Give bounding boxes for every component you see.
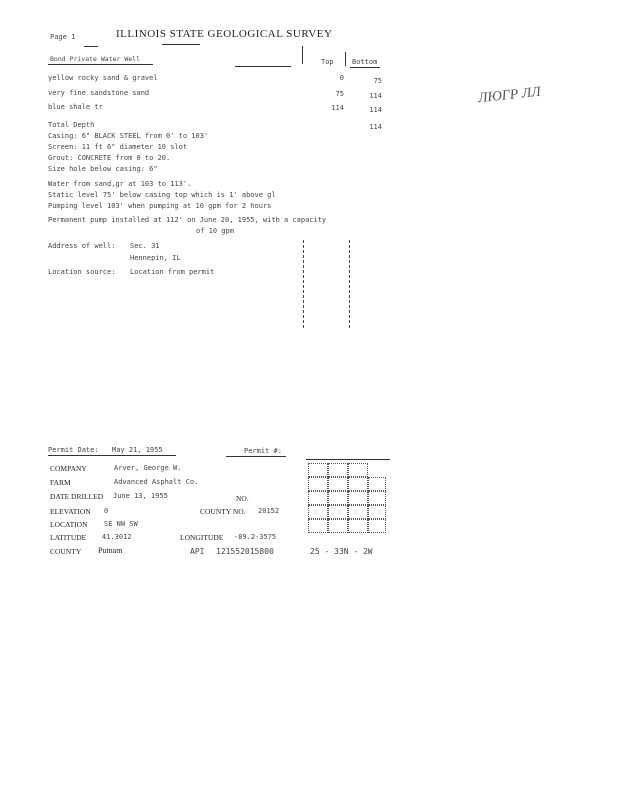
api-label: API — [190, 547, 205, 556]
grid-cell — [368, 491, 386, 505]
total-depth-label: Total Depth — [48, 121, 95, 129]
col-divider-top — [302, 46, 303, 64]
note-line: Permanent pump installed at 112' on June 20, 1955, with a capacity — [48, 216, 327, 224]
subtitle-underline — [48, 64, 153, 65]
date-drilled-label: DATE DRILLED — [50, 492, 104, 501]
api-value: 121552015800 — [216, 547, 274, 556]
note-line: Water from sand,gr at 103 to 113'. — [48, 180, 192, 188]
company-label: COMPANY — [50, 464, 87, 473]
address-label: Address of well: — [48, 242, 116, 250]
permit-date-underline — [48, 455, 176, 456]
col-header-top: Top — [321, 58, 334, 66]
page-label: Page 1 — [50, 33, 76, 41]
note-line: Casing: 6" BLACK STEEL from 0' to 103' — [48, 132, 209, 140]
subtitle-rule-right — [235, 66, 291, 67]
strata-bottom: 114 — [369, 106, 382, 114]
county-no-value: 20152 — [258, 507, 280, 515]
column-dash-right — [349, 240, 350, 328]
note-line: Screen: 11 ft 6" diameter 10 slot — [48, 143, 188, 151]
header-rule-2 — [162, 44, 200, 45]
col-header-underline — [350, 67, 380, 68]
county-label: COUNTY — [50, 547, 82, 556]
strata-top: 75 — [335, 90, 344, 98]
county-no-label: COUNTY NO. — [200, 507, 246, 516]
farm-value: Advanced Asphalt Co. — [114, 478, 199, 486]
permit-date-value: May 21, 1955 — [112, 446, 163, 454]
grid-cell — [348, 477, 368, 491]
grid-cell — [348, 505, 368, 519]
permit-date-label: Permit Date: — [48, 446, 99, 454]
grid-cell — [368, 519, 386, 533]
note-line: Pumping level 103' when pumping at 10 gpm for 2 hours — [48, 202, 272, 210]
header-rule-1 — [84, 46, 98, 47]
grid-cell — [328, 477, 348, 491]
strata-bottom: 75 — [373, 77, 382, 85]
strata-top: 114 — [331, 104, 344, 112]
total-depth-value: 114 — [369, 123, 382, 131]
grid-cell — [348, 519, 368, 533]
latitude-value: 41.3012 — [102, 533, 132, 541]
grid-cell — [308, 477, 328, 491]
record-top-rule — [306, 459, 390, 460]
strata-desc: blue shale tr — [48, 103, 103, 111]
grid-cell — [328, 491, 348, 505]
grid-cell — [328, 519, 348, 533]
column-dash-left — [303, 240, 304, 328]
location-source-label: Location source: — [48, 268, 116, 276]
grid-cell — [348, 463, 368, 477]
grid-cell — [328, 463, 348, 477]
elevation-label: ELEVATION — [50, 507, 91, 516]
permit-number-label: Permit #: — [244, 447, 282, 455]
col-divider-mid — [345, 52, 346, 66]
note-line: of 10 gpm — [196, 227, 234, 235]
grid-cell — [308, 491, 328, 505]
farm-label: FARM — [50, 478, 71, 487]
grid-cell — [308, 519, 328, 533]
note-line: Size hole below casing: 6" — [48, 165, 158, 173]
longitude-label: LONGITUDE — [180, 533, 224, 542]
location-label: LOCATION — [50, 520, 88, 529]
address-line-1: Sec. 31 — [130, 242, 160, 250]
strata-desc: very fine sandstone sand — [48, 89, 150, 97]
location-value: SE NW SW — [104, 520, 138, 528]
address-line-2: Hennepin, IL — [130, 254, 181, 262]
county-value: Putnam — [98, 546, 123, 555]
strata-desc: yellow rocky sand & gravel — [48, 74, 158, 82]
strata-bottom: 114 — [369, 92, 382, 100]
grid-cell — [308, 505, 328, 519]
no-label: NO. — [236, 494, 249, 503]
grid-cell — [308, 463, 328, 477]
company-value: Arver, George W. — [114, 464, 182, 472]
grid-cell — [368, 477, 386, 491]
col-header-bottom: Bottom — [352, 58, 378, 66]
page-title: ILLINOIS STATE GEOLOGICAL SURVEY — [116, 28, 333, 40]
date-drilled-value: June 13, 1955 — [113, 492, 168, 500]
form-subtitle: Bond Private Water Well — [50, 55, 141, 63]
grid-cell — [368, 505, 386, 519]
handwritten-note: ЛЮГР ЛЛ — [477, 84, 542, 107]
elevation-value: 0 — [104, 507, 109, 515]
township-range: 25 - 33N - 2W — [310, 547, 373, 556]
grid-cell — [348, 491, 368, 505]
note-line: Static level 75' below casing top which is 1' above gl — [48, 191, 276, 199]
longitude-value: -89.2-3575 — [234, 533, 277, 541]
strata-top: 0 — [339, 74, 344, 82]
grid-cell — [328, 505, 348, 519]
latitude-label: LATITUDE — [50, 533, 87, 542]
location-source-value: Location from permit — [130, 268, 215, 276]
permit-number-rule — [226, 456, 286, 457]
note-line: Grout: CONCRETE from 0 to 20. — [48, 154, 171, 162]
